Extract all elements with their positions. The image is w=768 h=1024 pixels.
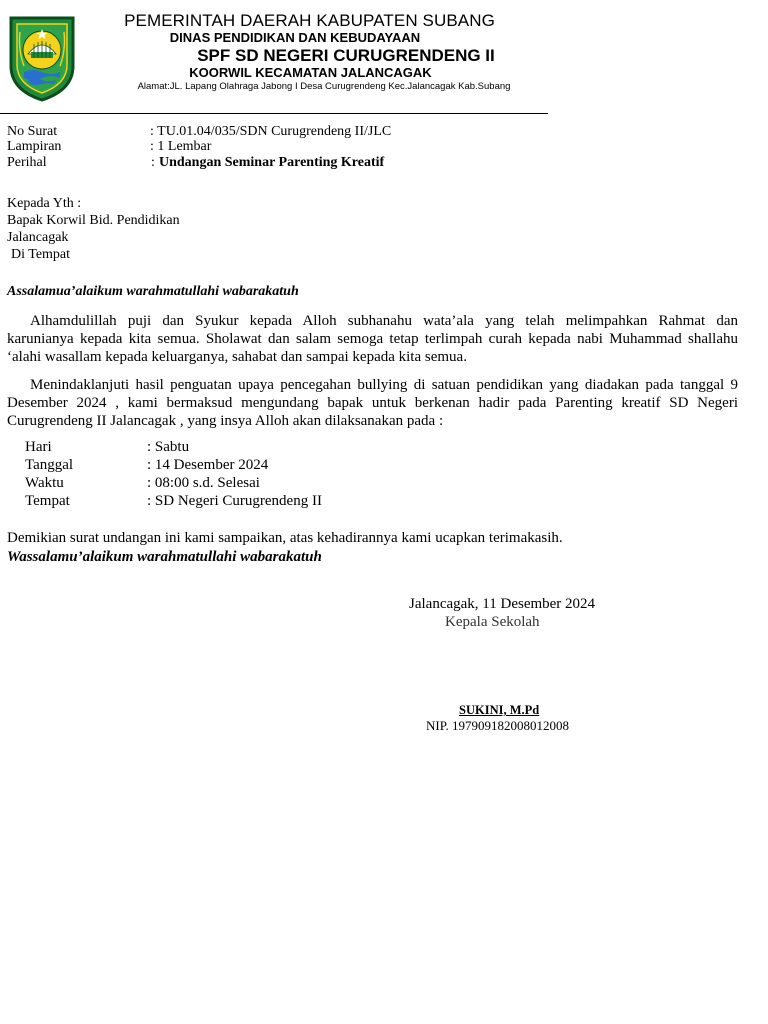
event-day-label: Hari: [25, 439, 52, 455]
recipient-place: Di Tempat: [11, 247, 71, 262]
paragraph-invitation-line: Menindaklanjuti hasil penguatan upaya pencegahan bullying di satuan pendidikan yang diadakan pada tanggal 9: [30, 377, 738, 393]
paragraph-invitation: [7, 376, 738, 430]
closing-greeting: Wassalamu’alaikum warahmatullahi wabarakatuh: [7, 549, 322, 565]
recipient-location: Jalancagak: [7, 230, 69, 245]
paragraph-opening: [7, 312, 738, 366]
perihal-value: Undangan Seminar Parenting Kreatif: [159, 155, 385, 170]
no-surat-value: : TU.01.04/035/SDN Curugrendeng II/JLC: [150, 124, 392, 139]
subang-regency-emblem-logo: [8, 14, 76, 102]
paragraph-opening-line: Alhamdulillah puji dan Syukur kepada Alloh subhanahu wata’ala yang telah melimpahkan Rahmat dan: [30, 313, 738, 329]
signature-name: SUKINI, M.Pd: [459, 703, 540, 717]
letterhead-school-name: SPF SD NEGERI CURUGRENDENG II: [197, 46, 495, 65]
closing-statement: Demikian surat undangan ini kami sampaikan, atas kehadirannya kami ucapkan terimakasih.: [7, 530, 563, 546]
signature-position: Kepala Sekolah: [445, 614, 540, 630]
perihal-colon: :: [151, 155, 155, 170]
event-date-label: Tanggal: [25, 457, 74, 473]
emblem-icon: [8, 14, 76, 102]
paragraph-opening-line: ‘alahi wasallam kepada keluarganya, sahabat dan sampai kepada kita semua.: [7, 349, 467, 365]
paragraph-opening-line: karunianya kepada kita semua. Sholawat dan salam semoga tetap terlimpah curah kepada nabi Muhammad shallahu: [7, 331, 738, 347]
paragraph-invitation-line: Desember 2024 , kami bermaksud mengundang bapak untuk berkenan hadir pada Parenting kreatif SD Negeri: [7, 395, 738, 411]
signature-place-date: Jalancagak, 11 Desember 2024: [409, 596, 596, 612]
letterhead-divider: [0, 113, 548, 114]
letterhead-region-name: KOORWIL KECAMATAN JALANCAGAK: [189, 65, 432, 80]
signature-nip: NIP. 197909182008012008: [426, 718, 570, 733]
lampiran-value: : 1 Lembar: [150, 139, 212, 154]
letterhead-department-name: DINAS PENDIDIKAN DAN KEBUDAYAAN: [169, 30, 421, 45]
letterhead-government-name: PEMERINTAH DAERAH KABUPATEN SUBANG: [124, 11, 495, 30]
event-place-label: Tempat: [25, 493, 70, 509]
event-date-value: : 14 Desember 2024: [147, 457, 269, 473]
event-day-value: : Sabtu: [147, 439, 190, 455]
opening-greeting: Assalamua’alaikum warahmatullahi wabarakatuh: [7, 284, 299, 299]
lampiran-label: Lampiran: [7, 139, 62, 154]
perihal-label: Perihal: [7, 155, 47, 170]
recipient-name: Bapak Korwil Bid. Pendidikan: [7, 213, 180, 228]
event-place-value: : SD Negeri Curugrendeng II: [147, 493, 322, 509]
event-time-value: : 08:00 s.d. Selesai: [147, 475, 260, 491]
recipient-salutation: Kepada Yth :: [7, 196, 82, 211]
paragraph-invitation-line: Curugrendeng II Jalancagak , yang insya Alloh akan dilaksanakan pada :: [7, 413, 444, 429]
event-time-label: Waktu: [25, 475, 64, 491]
no-surat-label: No Surat: [7, 124, 58, 139]
letterhead-address: Alamat:JL. Lapang Olahraga Jabong I Desa Curugrendeng Kec.Jalancagak Kab.Subang: [137, 81, 511, 92]
